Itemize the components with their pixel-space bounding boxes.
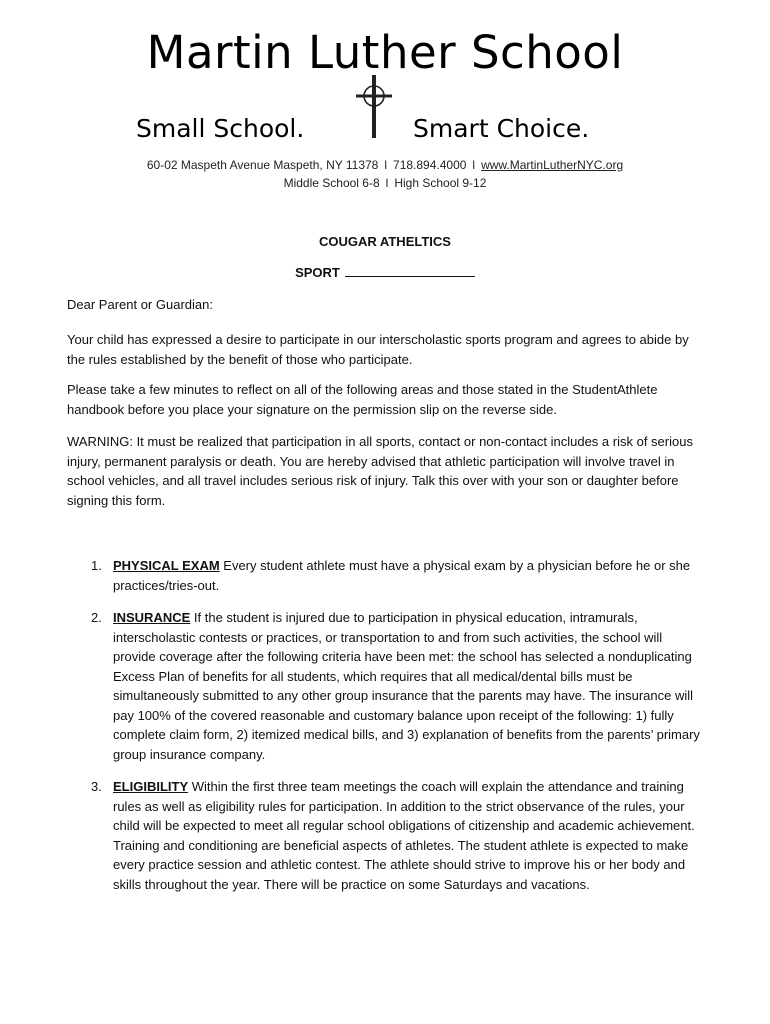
separator: l: [472, 158, 476, 172]
tagline-right: Smart Choice.: [413, 114, 590, 143]
item-number: 2.: [91, 610, 102, 625]
separator: l: [384, 158, 388, 172]
address-block: [0, 156, 770, 192]
school-name: Martin Luther School: [146, 26, 624, 79]
address-line-2: [0, 174, 770, 192]
street-address: 60-02 Maspeth Avenue Maspeth, NY 11378: [146, 158, 379, 172]
tagline-left: Small School.: [136, 114, 305, 143]
list-item: [67, 556, 707, 595]
sport-line: [0, 264, 770, 282]
list-item: [67, 777, 707, 894]
sport-label: SPORT: [295, 265, 340, 280]
item-heading: ELIGIBILITY: [113, 779, 189, 794]
item-number: 3.: [91, 779, 102, 794]
intro-paragraph: Your child has expressed a desire to participate in our interscholastic sports program and agrees to abide by the rules established by the benefit of those who participate.: [67, 332, 689, 367]
address-line-1: [0, 156, 770, 174]
sport-blank-field[interactable]: [345, 264, 475, 277]
document-title: COUGAR ATHELTICS: [319, 234, 451, 249]
middle-school-grades: Middle School 6-8: [283, 176, 380, 190]
warning-paragraph: WARNING: It must be realized that participation in all sports, contact or non-contact includes a risk of serious injury, permanent paralysis or death. You are hereby advised that athletic participation will involve travel in school vehicles, and all travel includes serious risk of injury. Talk this over with your son or daughter before signing this form.: [67, 434, 693, 508]
item-text: Every student athlete must have a physical exam by a physician before he or she practices/tries-out.: [113, 558, 691, 593]
high-school-grades: High School 9-12: [394, 176, 487, 190]
item-heading: PHYSICAL EXAM: [113, 558, 220, 573]
item-number: 1.: [91, 558, 102, 573]
item-text: If the student is injured due to participation in physical education, intramurals, interscholastic contests or practices, or transportation to and from such activities, the school will provide coverage after the following criteria have been met: the school has selected a nonduplicating Excess Plan of benefits for all students, which requires that all medical/dental bills must be simultaneously submitted to any other group insurance that the parents may have. The insurance will pay 100% of the covered reasonable and customary balance upon receipt of the following: 1) fully complete claim form, 2) itemized medical bills, and 3) explanation of benefits from the parents’ primary group insurance company.: [113, 610, 700, 762]
website-link[interactable]: www.MartinLutherNYC.org: [481, 158, 624, 172]
cross-icon: [354, 74, 394, 140]
salutation: Dear Parent or Guardian:: [67, 297, 213, 312]
separator: l: [385, 176, 389, 190]
reflect-paragraph: Please take a few minutes to reflect on all of the following areas and those stated in the StudentAthlete handbook before you place your signature on the permission slip on the reverse side.: [67, 382, 658, 417]
rules-list: [67, 556, 707, 907]
item-heading: INSURANCE: [113, 610, 191, 625]
item-text: Within the first three team meetings the coach will explain the attendance and training rules as well as eligibility rules for participation. In addition to the strict observance of the rules, your child will be expected to meet all regular school obligations of citizenship and academic achievement. Training and conditioning are beneficial aspects of athletes. The student athlete is expected to make every practice session and athletic contest. The athlete should strive to improve his or her body and skills throughout the year. There will be practice on some Saturdays and vacations.: [113, 779, 695, 892]
list-item: [67, 608, 707, 764]
letterhead: [92, 26, 678, 143]
phone-number: 718.894.4000: [393, 158, 467, 172]
